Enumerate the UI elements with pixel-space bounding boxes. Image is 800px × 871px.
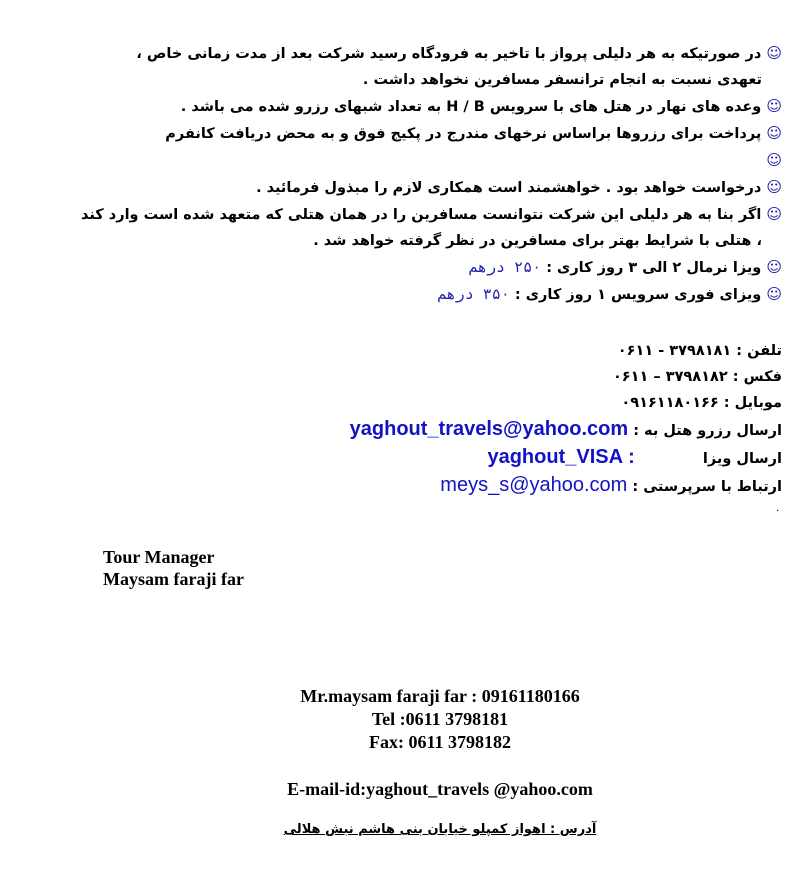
visa-express bbox=[30, 281, 782, 308]
smiley-icon: ☺ bbox=[766, 258, 782, 276]
manager-name: Maysam faraji far bbox=[103, 569, 244, 589]
bullet-6: ☺ اگر بنا به هر دلیلی این شرکت نتوانست مسافرین را در همان هتلی که متعهد شده است وارد کند bbox=[81, 205, 782, 223]
smiley-icon: ☺ bbox=[766, 124, 782, 142]
visa-email-link[interactable]: yaghout_VISA bbox=[487, 446, 624, 468]
bullet-5: ☺ درخواست خواهد بود . خواهشمند است همکاری لازم را مبذول فرمائید . bbox=[256, 178, 782, 196]
supervisor-email-link[interactable]: meys_s@yahoo.com bbox=[440, 474, 628, 496]
bullet-4-empty bbox=[30, 147, 782, 174]
visa-normal-label: ویزا نرمال ۲ الی ۳ روز کاری : bbox=[546, 260, 762, 276]
visa-normal bbox=[30, 254, 782, 281]
manager-title: Tour Manager bbox=[103, 547, 215, 567]
supervisor-line bbox=[222, 472, 782, 500]
fax-line: فکس : ۳۷۹۸۱۸۲ – ۰۶۱۱ bbox=[612, 369, 782, 385]
bullet-1-continuation: تعهدی نسبت به انجام ترانسفر مسافرین نخواهد داشت . bbox=[362, 72, 762, 88]
smiley-icon: ☺ bbox=[766, 97, 782, 115]
hotel-email-link[interactable]: yaghout_travels@yahoo.com bbox=[349, 418, 629, 440]
stray-dot: . bbox=[776, 500, 780, 514]
visa-send-line bbox=[222, 444, 782, 472]
smiley-icon: ☺ bbox=[766, 151, 782, 169]
hotel-reservation-label: ارسال رزرو هتل به : bbox=[633, 423, 782, 439]
terms-list bbox=[30, 40, 782, 308]
footer-address: آدرس : اهواز کمپلو خیابان بنی هاشم نبش هلالی bbox=[283, 822, 597, 837]
bullet-2: ☺ وعده های نهار در هتل های با سرویس H / B به تعداد شبهای رزرو شده می باشد . bbox=[180, 97, 782, 115]
visa-send-label: ارسال ویزا bbox=[702, 451, 782, 467]
signature-block bbox=[103, 546, 244, 590]
visa-express-label: ویزای فوری سرویس ۱ روز کاری : bbox=[514, 287, 762, 303]
mobile-line: موبایل : ۰۹۱۶۱۱۸۰۱۶۶ bbox=[621, 395, 782, 411]
phone-line: تلفن : ۳۷۹۸۱۸۱ - ۰۶۱۱ bbox=[617, 343, 782, 359]
footer-name-mobile: Mr.maysam faraji far : 09161180166 bbox=[300, 686, 580, 706]
supervisor-label: ارتباط با سرپرستی : bbox=[632, 479, 782, 495]
bullet-3: ☺ پرداخت برای رزروها براساس نرخهای مندرج در پکیج فوق و به محض دریافت کانفرم bbox=[165, 124, 782, 142]
footer-contact bbox=[140, 685, 740, 801]
visa-normal-price: ۲۵۰ درهم bbox=[468, 258, 542, 276]
bullet-1: ☺ در صورتیکه به هر دلیلی پرواز با تاخیر به فرودگاه رسید شرکت بعد از مدت زمانی خاص ، bbox=[136, 44, 782, 62]
smiley-icon: ☺ bbox=[766, 178, 782, 196]
footer-email: E-mail-id:yaghout_travels @yahoo.com bbox=[287, 779, 593, 799]
visa-express-price: ۳۵۰ درهم bbox=[437, 285, 510, 303]
smiley-icon: ☺ bbox=[766, 285, 782, 303]
bullet-6-continuation: ، هتلی با شرایط بهتر برای مسافرین در نظر گرفته خواهد شد . bbox=[313, 233, 762, 249]
footer-fax: Fax: 0611 3798182 bbox=[369, 732, 511, 752]
smiley-icon: ☺ bbox=[766, 205, 782, 223]
smiley-icon: ☺ bbox=[766, 44, 782, 62]
contact-block bbox=[222, 338, 782, 500]
footer-tel: Tel :0611 3798181 bbox=[371, 709, 509, 729]
hotel-reservation-line bbox=[222, 416, 782, 444]
visa-colon: : bbox=[628, 446, 635, 468]
